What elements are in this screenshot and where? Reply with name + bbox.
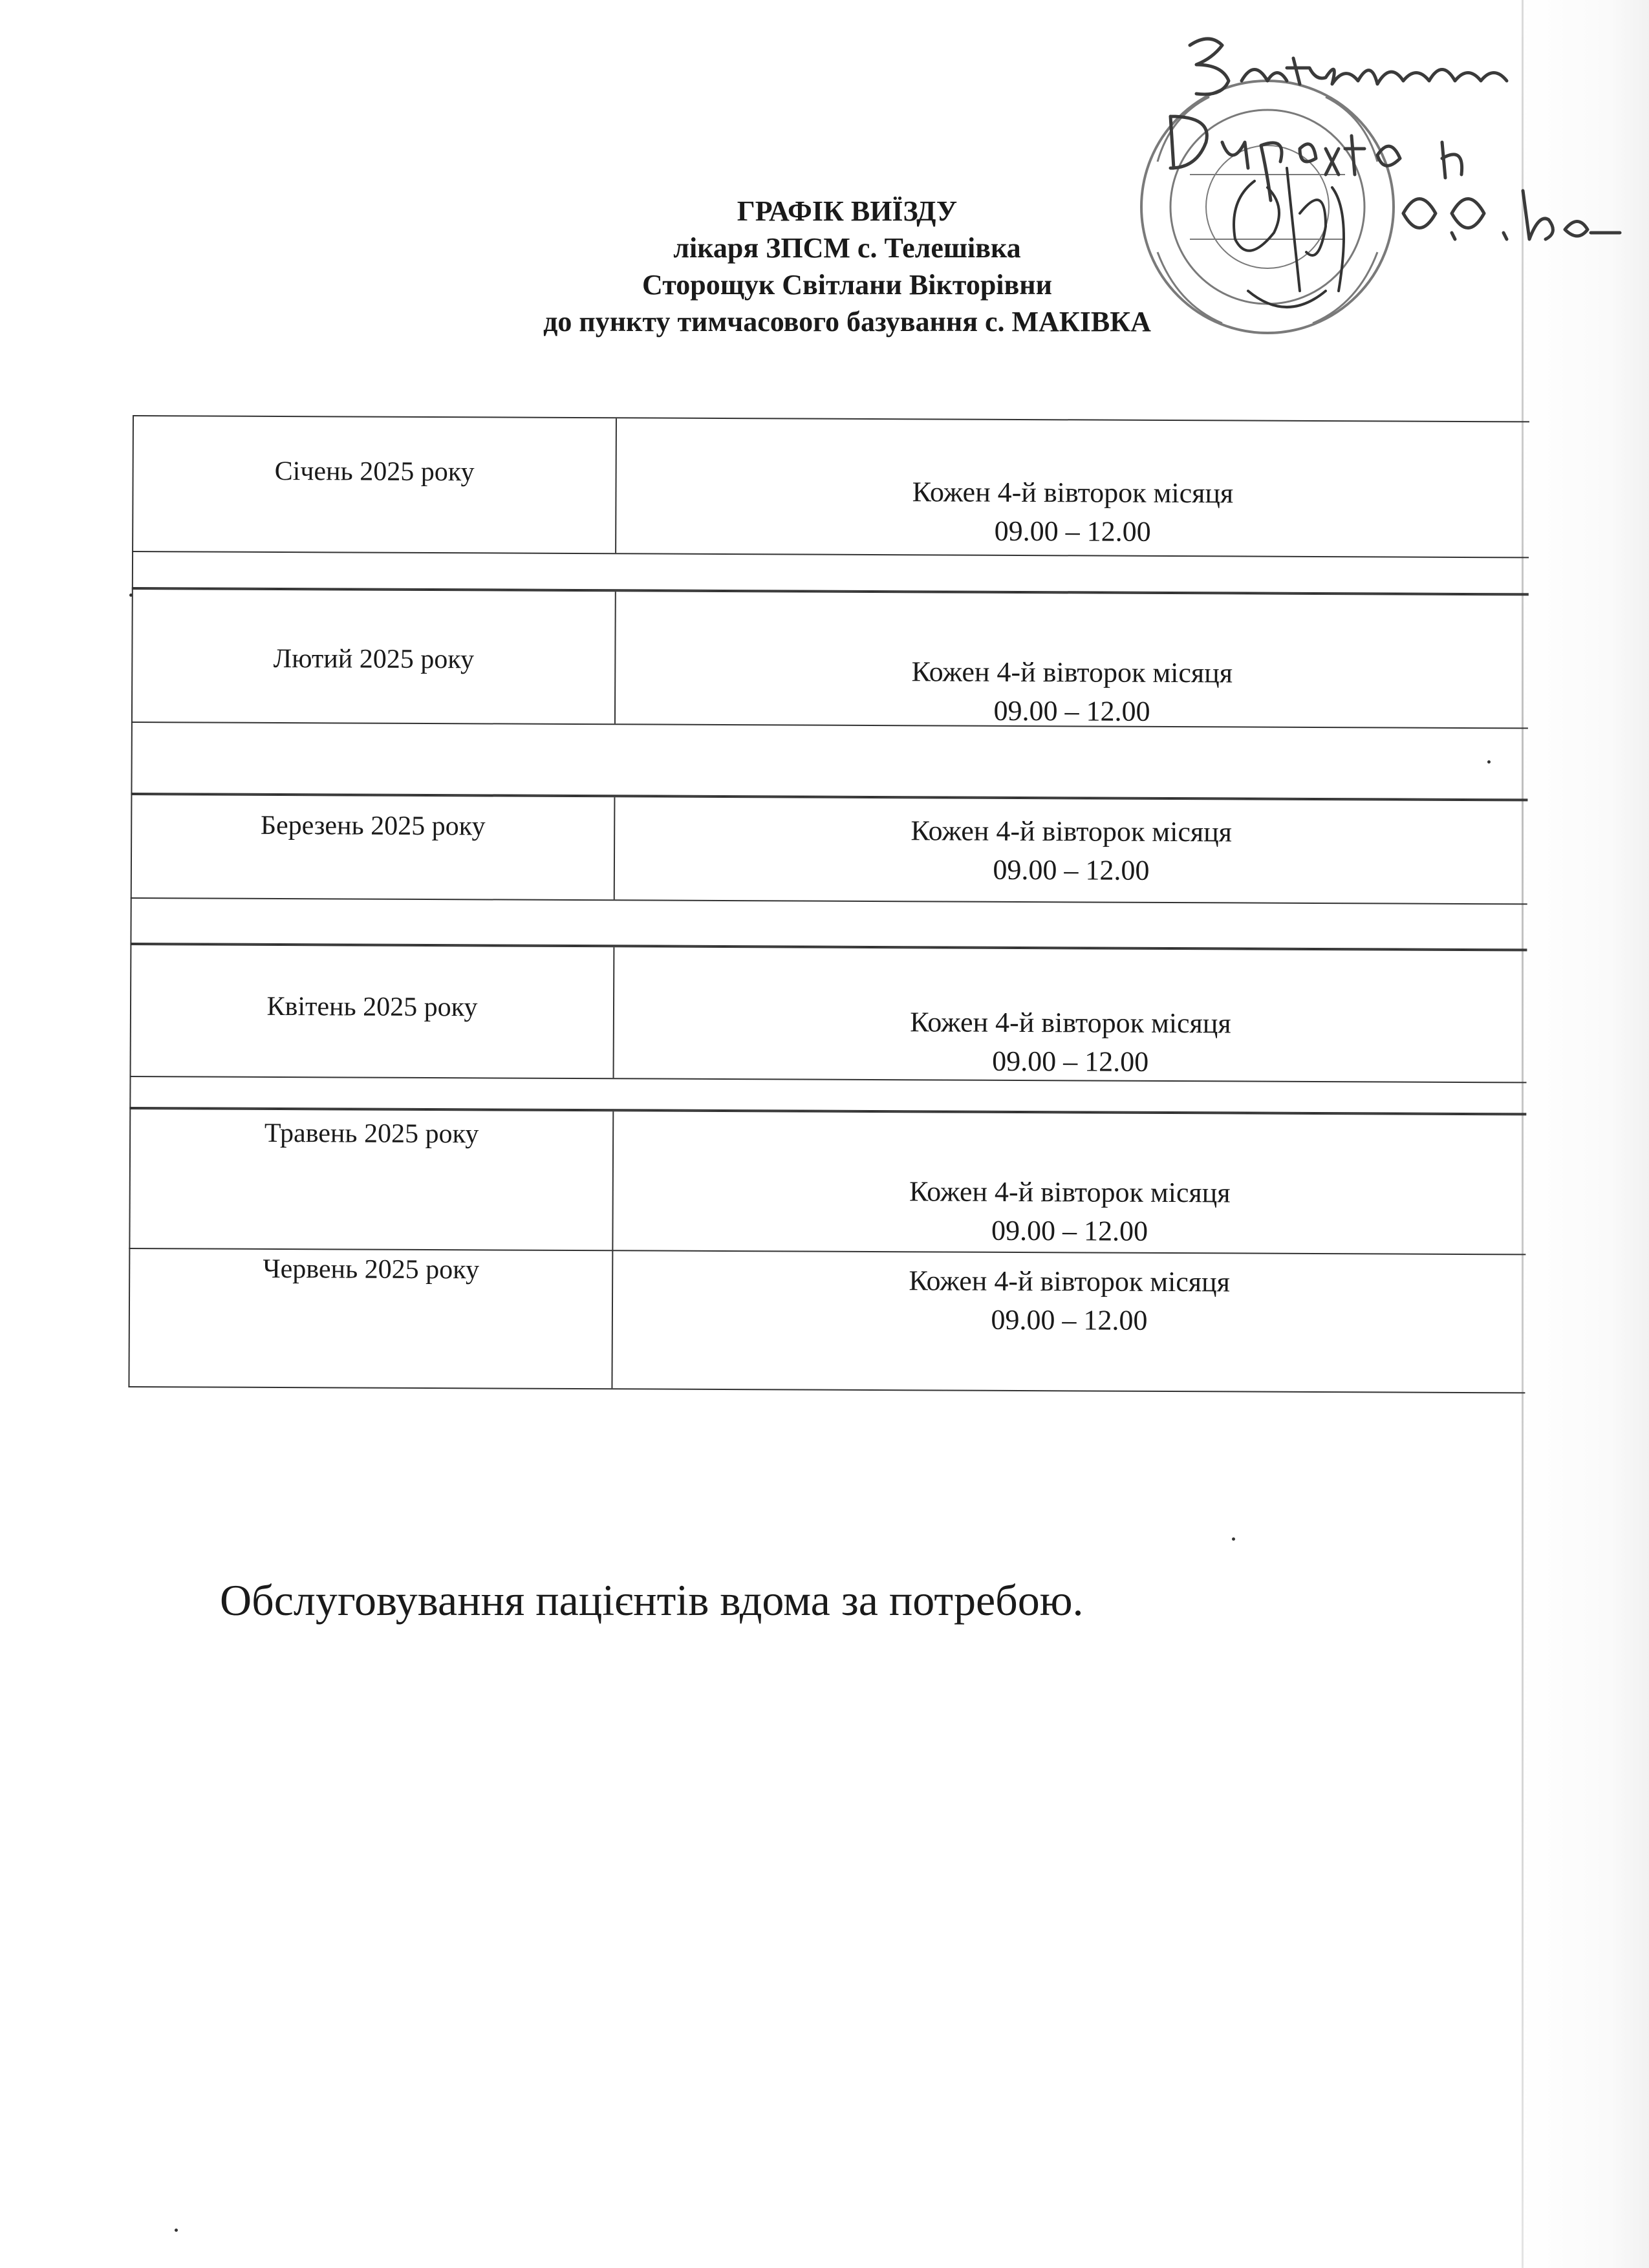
visit-cell — [616, 651, 1529, 733]
month-cell: Лютий 2025 року — [273, 643, 475, 675]
month-cell: Травень 2025 року — [264, 1118, 479, 1150]
visit-rule: Кожен 4-й вівторок місяця — [909, 1265, 1231, 1298]
subtitle-doctor: лікаря ЗПСМ с. Телешівка — [673, 232, 1021, 264]
month-cell: Червень 2025 року — [263, 1254, 480, 1285]
visit-hours: 09.00 – 12.00 — [993, 853, 1150, 886]
visit-hours: 09.00 – 12.00 — [991, 1303, 1148, 1336]
visit-cell — [616, 471, 1529, 553]
home-visits-note: Обслуговування пацієнтів вдома за потребою. — [220, 1576, 1084, 1625]
table-row — [130, 944, 1527, 1083]
scan-speck — [1232, 1537, 1235, 1541]
visit-cell — [615, 810, 1528, 892]
visit-hours: 09.00 – 12.00 — [992, 1045, 1149, 1078]
signature-icon — [1234, 168, 1344, 307]
approval-handwriting-text — [1170, 39, 1620, 239]
table-row — [128, 1248, 1525, 1393]
month-cell: Квітень 2025 року — [266, 991, 478, 1023]
table-row — [129, 1108, 1526, 1255]
table-row — [131, 588, 1529, 729]
visit-rule: Кожен 4-й вівторок місяця — [912, 476, 1234, 509]
stamp-icon — [1141, 81, 1394, 333]
visit-cell — [613, 1260, 1526, 1342]
subtitle-doctor-name: Сторощук Світлани Вікторівни — [642, 269, 1052, 301]
visit-rule: Кожен 4-й вівторок місяця — [911, 815, 1233, 848]
visit-hours: 09.00 – 12.00 — [994, 515, 1151, 548]
visit-hours: 09.00 – 12.00 — [991, 1214, 1148, 1247]
visit-rule: Кожен 4-й вівторок місяця — [909, 1175, 1231, 1209]
visit-cell — [614, 1001, 1527, 1083]
table-row — [131, 794, 1528, 904]
month-cell: Січень 2025 року — [274, 456, 475, 487]
table-row — [132, 415, 1529, 558]
scan-speck — [129, 594, 133, 597]
visit-hours: 09.00 – 12.00 — [993, 694, 1150, 727]
scan-speck — [175, 2229, 178, 2232]
visit-cell — [613, 1171, 1526, 1252]
visit-rule: Кожен 4-й вівторок місяця — [911, 656, 1233, 689]
schedule-table — [128, 415, 1529, 1427]
visit-rule: Кожен 4-й вівторок місяця — [910, 1006, 1231, 1040]
subtitle-location: до пункту тимчасового базування с. МАКІВКА — [543, 306, 1151, 337]
table-spacer-row — [131, 723, 1527, 800]
scan-speck — [1487, 760, 1491, 764]
approval-block — [1093, 19, 1623, 343]
approval-handwriting — [1093, 19, 1623, 343]
document-title: ГРАФІК ВИЇЗДУ — [737, 195, 958, 227]
table-spacer-row — [132, 552, 1529, 594]
table-spacer-row — [130, 899, 1527, 950]
month-cell: Березень 2025 року — [260, 810, 486, 842]
